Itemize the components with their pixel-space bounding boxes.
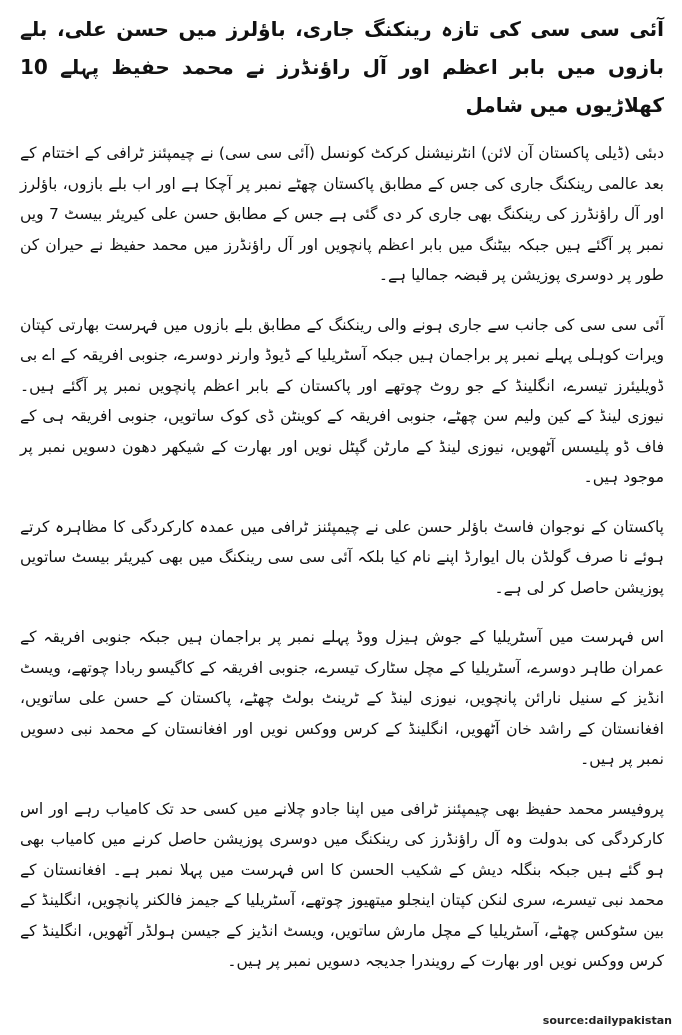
article-paragraph: پروفیسر محمد حفیظ بھی چیمپئنز ٹرافی میں اپنا جادو چلانے میں کسی حد تک کامیاب رہے اور اس کارکردگی کی بدولت وہ آل راؤنڈرز کی رینکنگ میں دوسری پوزیشن حاصل کرنے میں کامیاب بھی ہو گئے ہیں جبکہ بنگلہ دیش کے شکیب الحسن کا اس فہرست میں پہلا نمبر ہے۔ افغانستان کے محمد نبی تیسرے، سری لنکن کپتان اینجلو میتھیوز چوتھے، آسٹریلیا کے جیمز فالکنر پانچویں، انگلینڈ کے بین سٹوکس چھٹے، آسٹریلیا کے مچل مارش ساتویں، ویسٹ انڈیز کے جیسن ہولڈر آٹھویں، انگلینڈ کے کرس ووکس نویں اور بھارت کے رویندرا جدیجہ دسویں نمبر پر ہیں۔ (20, 799, 664, 970)
article-headline: آئی سی سی کی تازہ رینکنگ جاری، باؤلرز میں حسن علی، بلے بازوں میں بابر اعظم اور آل راؤنڈرز نے محمد حفیظ پہلے 10 کھلاڑیوں میں شامل (20, 17, 664, 117)
article (20, 10, 664, 996)
article-paragraph: پاکستان کے نوجوان فاسٹ باؤلر حسن علی نے چیمپئنز ٹرافی میں عمدہ کارکردگی کا مظاہرہ کرتے ہوئے نا صرف گولڈن بال ایوارڈ اپنے نام کیا بلکہ آئی سی سی رینکنگ میں بھی کیریئر بیسٹ ساتویں پوزیشن حاصل کر لی ہے۔ (20, 517, 664, 597)
article-paragraph: دبئی (ڈیلی پاکستان آن لائن) انٹرنیشنل کرکٹ کونسل (آئی سی سی) نے چیمپئنز ٹرافی کے اختتام کے بعد عالمی رینکنگ جاری کی جس کے مطابق پاکستان چھٹے نمبر پر آچکا ہے اور اب بلے بازوں، باؤلرز اور آل راؤنڈرز کی رینکنگ بھی جاری کر دی گئی ہے جس کے مطابق حسن علی کیریئر بیسٹ 7 ویں نمبر پر آگئے ہیں جبکہ بیٹنگ میں بابر اعظم پانچویں اور آل راؤنڈرز میں محمد حفیظ نے حیران کن طور پر دوسری پوزیشن پر قبضہ جمالیا ہے۔ (20, 144, 665, 284)
article-paragraph: اس فہرست میں آسٹریلیا کے جوش ہیزل ووڈ پہلے نمبر پر براجمان ہیں جبکہ جنوبی افریقہ کے عمران طاہر دوسرے، آسٹریلیا کے مچل سٹارک تیسرے، جنوبی افریقہ کے کاگیسو ربادا چوتھے، ویسٹ انڈیز کے سنیل نارائن پانچویں، نیوزی لینڈ کے ٹرینٹ بولٹ چھٹے، پاکستان کے حسن علی ساتویں، افغانستان کے راشد خان آٹھویں، انگلینڈ کے کرس ووکس نویں اور افغانستان کے محمد نبی دسویں نمبر پر ہیں۔ (20, 628, 664, 768)
article-paragraph: آئی سی سی کی جانب سے جاری ہونے والی رینکنگ کے مطابق بلے بازوں میں فہرست بھارتی کپتان ویرات کوہلی پہلے نمبر پر براجمان ہیں جبکہ آسٹریلیا کے ڈیوڈ وارنر دوسرے، جنوبی افریقہ کے اے بی ڈویلیئرز تیسرے، انگلینڈ کے جو روٹ چوتھے اور پاکستان کے بابر اعظم پانچویں نمبر پر آگئے ہیں۔ نیوزی لینڈ کے کین ولیم سن چھٹے، جنوبی افریقہ کے کوینٹن ڈی کوک ساتویں، جنوبی افریقہ ہی کے فاف ڈو پلیسس آٹھویں، نیوزی لینڈ کے مارٹن گپٹل نویں اور بھارت کے شیکھر دھون دسویں نمبر پر موجود ہیں۔ (20, 315, 664, 486)
source-credit: source:dailypakistan (542, 1014, 672, 1027)
